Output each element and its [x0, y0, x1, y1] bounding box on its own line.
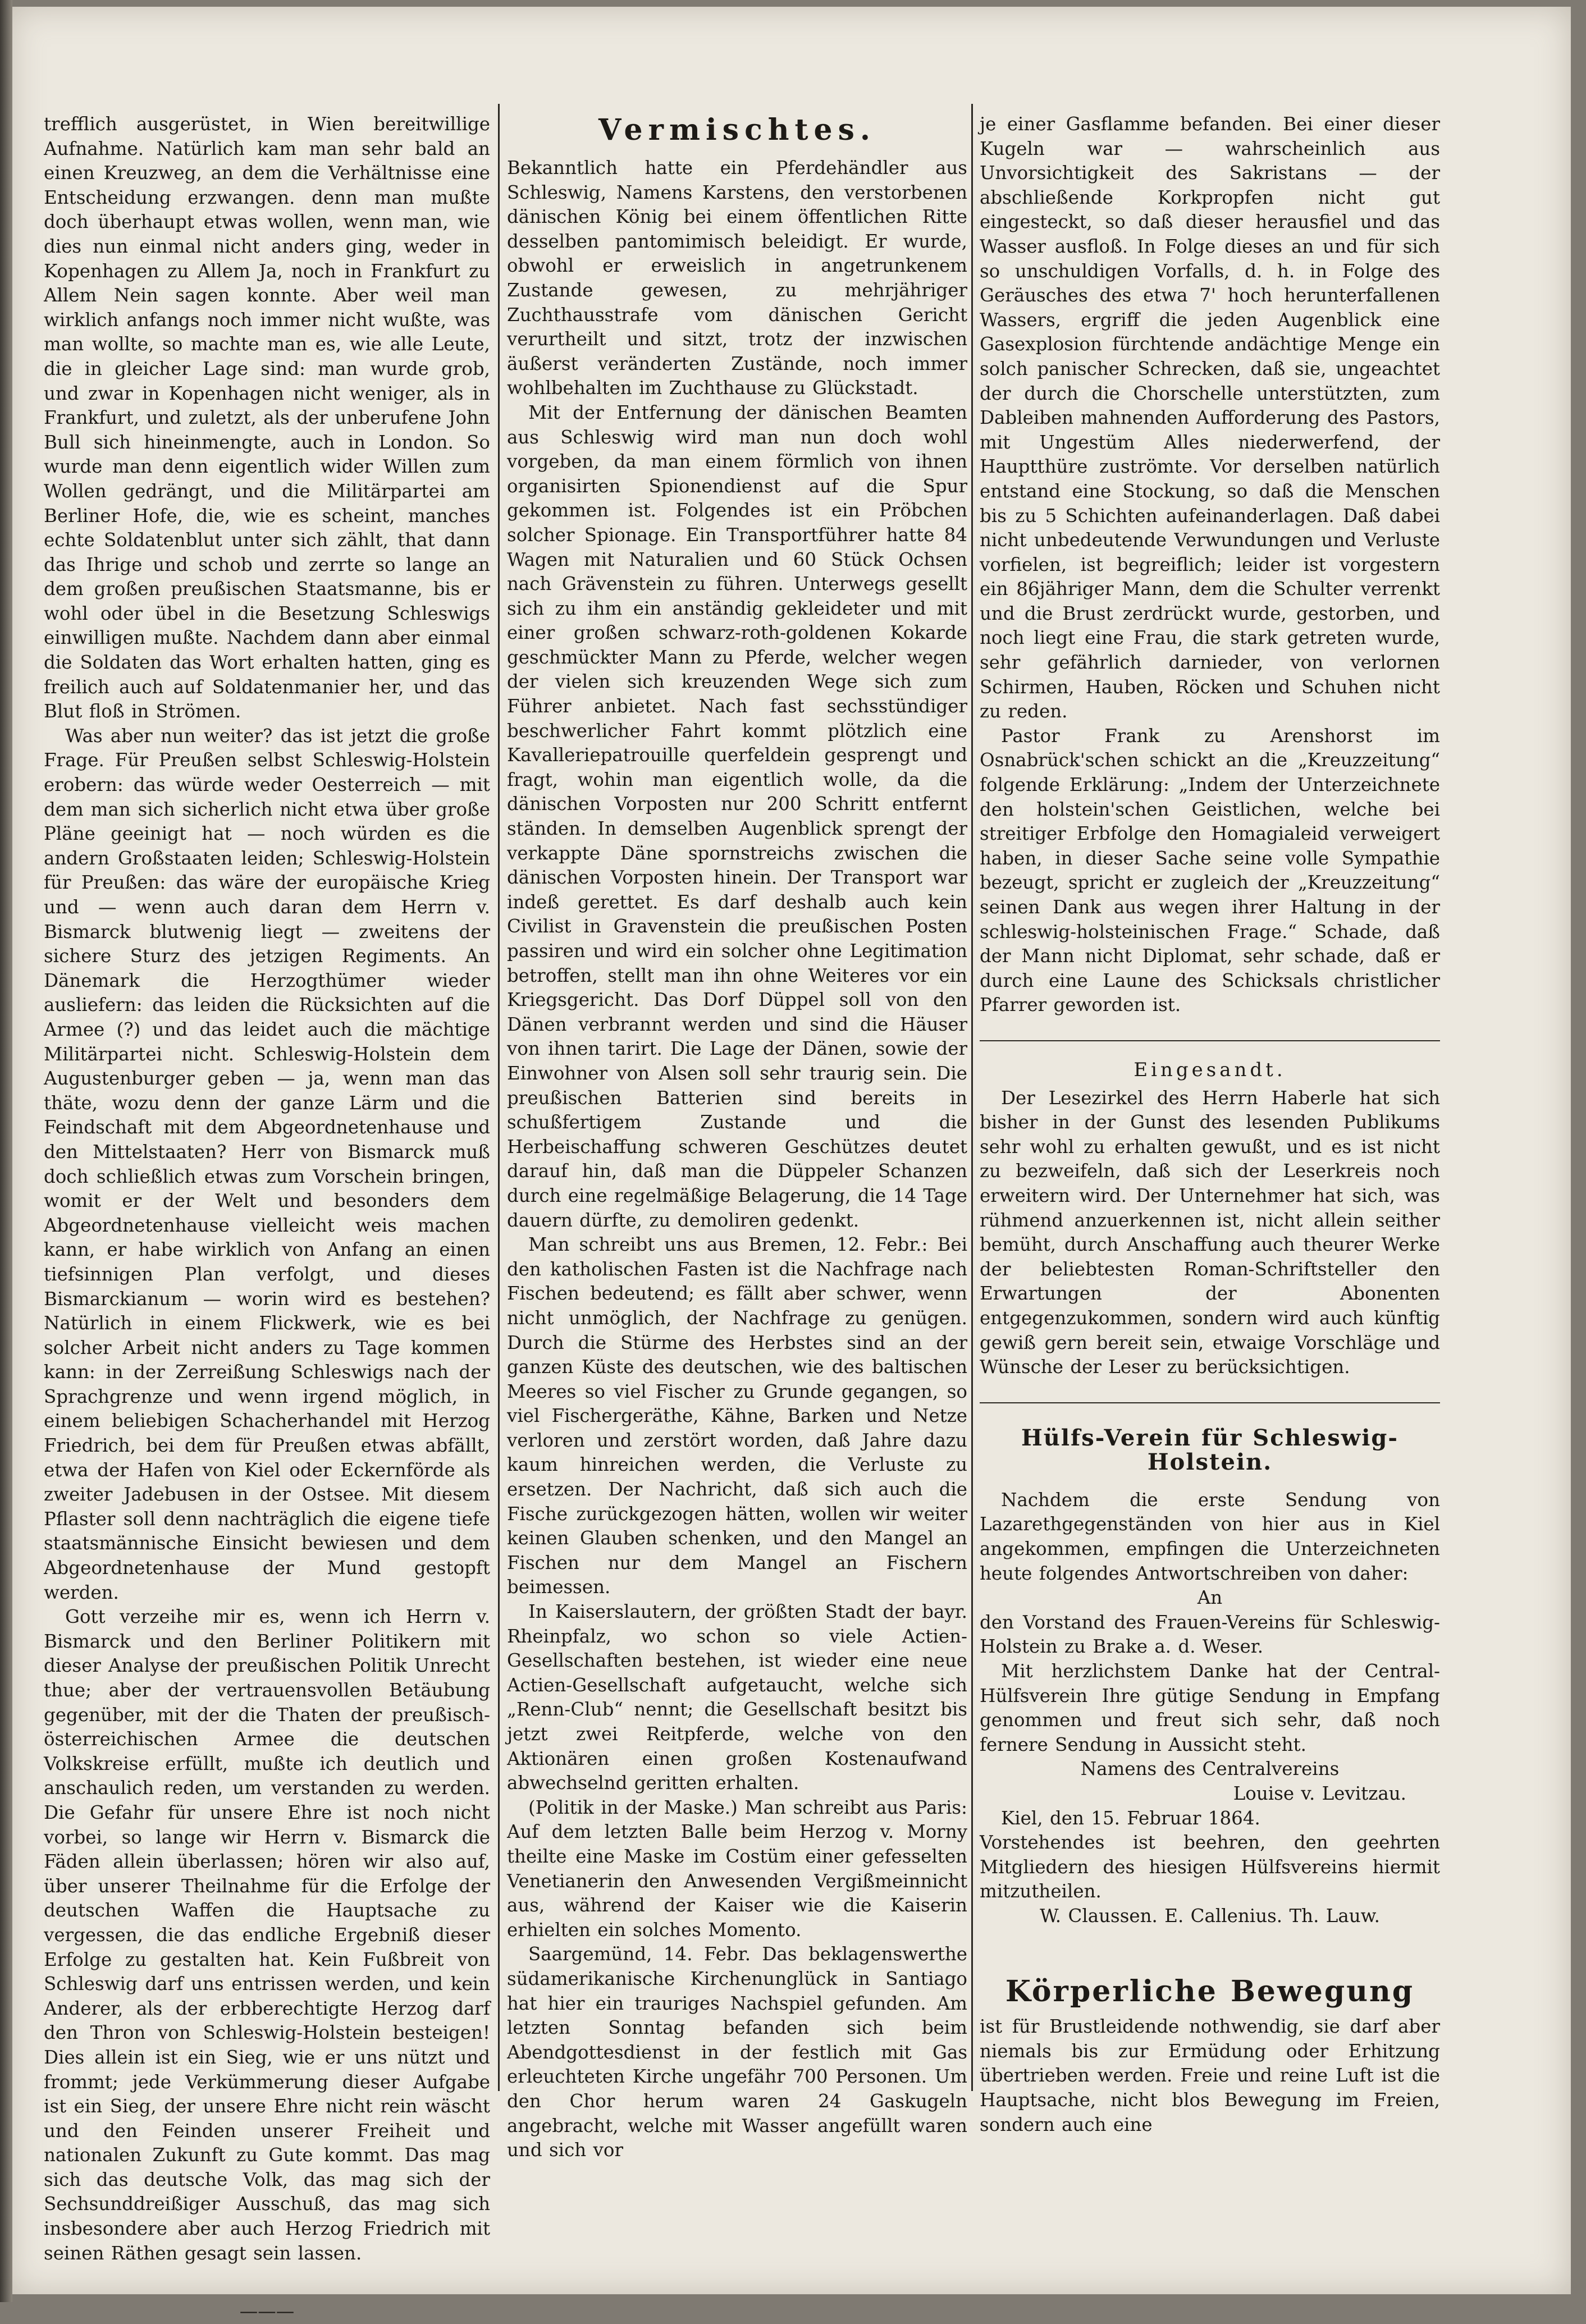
huelfs-closing: Vorstehendes ist beehren, den geehrten Mitgliedern des hiesigen Hülfsvereins hiermit mitzutheilen.	[980, 1832, 1440, 1902]
eingesandt-heading: Eingesandt.	[1133, 1058, 1286, 1081]
binding-edge	[0, 0, 12, 2302]
col2-paragraph-6: Saargemünd, 14. Febr. Das beklagenswerthe südamerikanische Kirchenunglück in Santiago hat hier ein trauriges Nachspiel gefunden. Am letzten Sonntag befanden sich beim Abendgottesdienst in der festlich mit Gas erleuchteten Kirche ungefähr 700 Personen. Um den Chor herum waren 24 Gaskugeln angebracht, welche mit Wasser angefüllt waren und sich vor	[507, 1943, 967, 2161]
huelfs-names: W. Claussen. E. Callenius. Th. Lauw.	[1040, 1905, 1380, 1927]
vermischtes-heading: Vermischtes.	[598, 113, 876, 147]
col1-end-mark: ———	[239, 2300, 295, 2322]
huelfs-signature-1: Namens des Centralvereins	[1080, 1758, 1340, 1780]
col2-paragraph-3: Man schreibt uns aus Bremen, 12. Febr.: Bei den katholischen Fasten ist die Nachfrage nach Fischen bedeutend; es fällt aber schwer, wenn nicht unmöglich, der Nachfrage zu genügen. Durch die Stürme des Herbstes sind an der ganzen Küste des deutschen, wie des baltischen Meeres so viel Fischer zu Grunde gegangen, so viel Fischergeräthe, Kähne, Barken und Netze verloren und zerstört worden, daß Jahre dazu kaum hinreichen werden, die Verluste zu ersetzen. Der Nachricht, daß sich auch die Fische zurückgezogen hätten, wollen wir weiter keinen Glauben schenken, und den Mangel an Fischen nur dem Mangel an Fischern beimessen.	[507, 1234, 967, 1598]
col1-paragraph-1: trefflich ausgerüstet, in Wien bereitwillige Aufnahme. Natürlich kam man sehr bald an einen Kreuzweg, an dem die Verhältnisse eine Entscheidung erzwangen. denn man mußte doch überhaupt etwas wollen, wenn man, wie dies nun einmal nicht anders ging, weder in Kopenhagen zu Allem Ja, noch in Frankfurt zu Allem Nein sagen konnte. Aber weil man wirklich anfangs noch immer nicht wußte, was man wollte, so machte man es, wie alle Leute, die in gleicher Lage sind: man wurde grob, und zwar in Kopenhagen nicht weniger, als in Frankfurt, und zuletzt, als der unberufene John Bull sich hineinmengte, auch in London. So wurde man denn eigentlich wider Willen zum Wollen gedrängt, und die Militärpartei am Berliner Hofe, die, wie es scheint, manches echte Soldatenblut unter sich zählt, that dann das Ihrige und schob und zerrte so lange an dem großen preußischen Staatsmanne, bis er wohl oder übel in die Besetzung Schleswigs einwilligen mußte. Nachdem dann aber einmal die Soldaten das Wort erhalten hatten, ging es freilich auch auf Soldatenmanier her, und das Blut floß in Strömen.	[44, 113, 490, 722]
col2-paragraph-1: Bekanntlich hatte ein Pferdehändler aus Schleswig, Namens Karstens, den verstorbenen dänischen König bei einem öffentlichen Ritte desselben pantomimisch beleidigt. Er wurde, obwohl er erweislich in angetrunkenem Zustande gewesen, zu mehrjähriger Zuchthausstrafe vom dänischen Gericht verurtheilt und sitzt, trotz der inzwischen äußerst veränderten Zustände, noch immer wohlbehalten im Zuchthause zu Glückstadt.	[507, 157, 967, 399]
column-2	[507, 112, 967, 2163]
column-3	[980, 112, 1440, 2137]
column-1	[44, 112, 490, 2324]
huelfs-letter: Mit herzlichstem Danke hat der Central-Hülfsverein Ihre gütige Sendung in Empfang genommen und freut sich sehr, daß noch fernere Sendung in Aussicht steht.	[980, 1660, 1440, 1755]
huelfs-address: den Vorstand des Frauen-Vereins für Schleswig-Holstein zu Brake a. d. Weser.	[980, 1611, 1440, 1658]
col2-paragraph-4: In Kaiserslautern, der größten Stadt der bayr. Rheinpfalz, wo schon so viele Actien-Gesellschaften bestehen, ist wieder eine neue Actien-Gesellschaft aufgetaucht, welche sich „Renn-Club“ nennt; die Gesellschaft besitzt bis jetzt zwei Reitpferde, welche von den Aktionären einen großen Kostenaufwand abwechselnd geritten erhalten.	[507, 1601, 967, 1794]
section-divider-1	[980, 1040, 1440, 1041]
koerper-paragraph: ist für Brustleidende nothwendig, sie darf aber niemals bis zur Ermüdung oder Erhitzung übertrieben werden. Freie und reine Luft ist die Hauptsache, nicht blos Bewegung im Freien, sondern auch eine	[980, 2016, 1440, 2135]
huelfs-an: An	[1197, 1587, 1223, 1609]
huelfs-date: Kiel, den 15. Februar 1864.	[1001, 1807, 1260, 1829]
col2-paragraph-2: Mit der Entfernung der dänischen Beamten aus Schleswig wird man nun doch wohl vorgeben, da man einem förmlich von ihnen organisirten Spionendienst auf die Spur gekommen ist. Folgendes ist ein Pröbchen solcher Spionage. Ein Transportführer hatte 84 Wagen mit Naturalien und 60 Stück Ochsen nach Grävenstein zu führen. Unterwegs gesellt sich zu ihm ein anständig gekleideter und mit einer großen schwarz-roth-goldenen Kokarde geschmückter Mann zu Pferde, welcher wegen der vielen sich kreuzenden Wege sich zum Führer anbietet. Nach fast sechsstündiger beschwerlicher Fahrt kommt plötzlich eine Kavalleriepatrouille querfeldein gesprengt und fragt, wohin man eigentlich wolle, da die dänischen Vorposten nur 200 Schritt entfernt ständen. In demselben Augenblick sprengt der verkappte Däne spornstreichs zwischen die dänischen Vorposten hinein. Der Transport war indeß gerettet. Es darf deshalb auch kein Civilist in Gravenstein die preußischen Posten passiren und wird ein solcher ohne Legitimation betroffen, stellt man ihn ohne Weiteres vor ein Kriegsgericht. Das Dorf Düppel soll von den Dänen verbrannt werden und sind die Häuser von ihnen tarirt. Die Lage der Dänen, sowie der Einwohner von Alsen soll sehr traurig sein. Die preußischen Batterien sind bereits in schußfertigem Zustande und die Herbeischaffung schweren Geschützes deutet darauf hin, daß man die Düppeler Schanzen durch eine regelmäßige Belagerung, die 14 Tage dauern dürfte, zu demoliren gedenkt.	[507, 401, 967, 1231]
column-rule-1	[498, 104, 500, 2091]
section-divider-2	[980, 1402, 1440, 1403]
col3-paragraph-2: Pastor Frank zu Arenshorst im Osnabrück'schen schickt an die „Kreuzzeitung“ folgende Erklärung: „Indem der Unterzeichnete den holstein'schen Geistlichen, welche bei streitiger Erbfolge den Homagialeid verweigert haben, in dieser Sache seine volle Sympathie bezeugt, spricht er zugleich der „Kreuzzeitung“ seinen Dank aus wegen ihrer Haltung in der schleswig-holsteinischen Frage.“ Schade, daß der Mann nicht Diplomat, sehr schade, daß er durch eine Laune des Schicksals christlicher Pfarrer geworden ist.	[980, 725, 1440, 1016]
huelfs-signature-2: Louise v. Levitzau.	[1233, 1783, 1406, 1804]
col1-paragraph-3: Gott verzeihe mir es, wenn ich Herrn v. Bismarck und den Berliner Politikern mit dieser Analyse der preußischen Politik Unrecht thue; aber der vertrauensvollen Betäubung gegenüber, mit der die Thaten der preußisch-österreichischen Armee die deutschen Volkskreise erfüllt, mußte ich deutlich und anschaulich reden, um verstanden zu werden. Die Gefahr für unsere Ehre ist noch nicht vorbei, so lange wir Herrn v. Bismarck die Fäden allein überlassen; hören wir also auf, über unserer Theilnahme für die Erfolge der deutschen Waffen die Hauptsache zu vergessen, die das endliche Ergebniß dieser Erfolge zu gestalten hat. Kein Fußbreit von Schleswig darf uns entrissen werden, und kein Anderer, als der erbberechtigte Herzog darf den Thron von Schleswig-Holstein besteigen! Dies allein ist ein Sieg, wie er uns nützt und frommt; jede Verkümmerung dieser Aufgabe ist ein Sieg, der unsere Ehre nicht rein wäscht und den Feinden unserer Freiheit und nationalen Zukunft zu Gute kommt. Das mag sich das deutsche Volk, das mag sich der Sechsunddreißiger Ausschuß, das mag sich insbesondere aber auch Herzog Friedrich mit seinen Räthen gesagt sein lassen.	[44, 1606, 490, 2264]
col2-paragraph-5: (Politik in der Maske.) Man schreibt aus Paris: Auf dem letzten Balle beim Herzog v. Morny theilte eine Maske im Costüm einer gefesselten Venetianerin den Anwesenden Vergißmeinnicht aus, während der Kaiser wie die Kaiserin erhielten ein solches Momento.	[507, 1796, 967, 1941]
koerperliche-bewegung-heading: Körperliche Bewegung	[1005, 1974, 1415, 2009]
huelfs-intro: Nachdem die erste Sendung von Lazarethgegenständen von hier aus in Kiel angekommen, empfingen die Unterzeichneten heute folgendes Antwortschreiben von daher:	[980, 1489, 1440, 1584]
col3-paragraph-1: je einer Gasflamme befanden. Bei einer dieser Kugeln war — wahrscheinlich aus Unvorsichtigkeit des Sakristans — der abschließende Korkpropfen nicht gut eingesteckt, so daß dieser herausfiel und das Wasser ausfloß. In Folge dieses an und für sich so unschuldigen Vorfalls, d. h. in Folge des Geräusches des etwa 7' hoch herunterfallenen Wassers, ergriff die jeden Augenblick eine Gasexplosion fürchtende andächtige Menge ein solch panischer Schrecken, daß sie, ungeachtet der durch die Chorschelle unterstützten, zum Dableiben mahnenden Aufforderung des Pastors, mit Ungestüm Alles niederwerfend, der Hauptthüre zuströmte. Vor derselben natürlich entstand eine Stockung, so daß die Menschen bis zu 5 Schichten aufeinanderlagen. Daß dabei nicht unbedeutende Verwundungen und Verluste vorfielen, ist begreiflich; leider ist vorgestern ein 86jähriger Mann, dem die Schulter verrenkt und die Brust zerdrückt wurde, gestorben, und noch liegt eine Frau, die stark getreten wurde, sehr gefährlich darnieder, von verlornen Schirmen, Hauben, Röcken und Schuhen nicht zu reden.	[980, 113, 1440, 722]
huelfs-verein-heading: Hülfs-Verein für Schleswig-Holstein.	[1021, 1424, 1398, 1476]
col1-paragraph-2: Was aber nun weiter? das ist jetzt die große Frage. Für Preußen selbst Schleswig-Holstein erobern: das würde weder Oesterreich — mit dem man sich sicherlich nicht etwa über große Pläne geeinigt hat — noch würden es die andern Großstaaten leiden; Schleswig-Holstein für Preußen: das wäre der europäische Krieg und — wenn auch daran dem Herrn v. Bismarck blutwenig liegt — zweitens der sichere Sturz des jetzigen Regiments. An Dänemark die Herzogthümer wieder ausliefern: das leiden die Rücksichten auf die Armee (?) und das leidet auch die mächtige Militärpartei nicht. Schleswig-Holstein dem Augustenburger geben — ja, wenn man das thäte, wozu denn der ganze Lärm und die Feindschaft mit dem Abgeordnetenhause und den Mittelstaaten? Herr von Bismarck muß doch schließlich etwas zum Vorschein bringen, womit er der Welt und besonders dem Abgeordnetenhause vielleicht weis machen kann, er habe wirklich von Anfang an einen tiefsinnigen Plan verfolgt, und dieses Bismarckianum — worin wird es bestehen? Natürlich in einem Flickwerk, wie es bei solcher Arbeit nicht anders zu Tage kommen kann: in der Zerreißung Schleswigs nach der Sprachgrenze und wenn irgend möglich, in einem beliebigen Schacherhandel mit Herzog Friedrich, bei dem für Preußen etwas abfällt, etwa der Hafen von Kiel oder Eckernförde als zweiter Jadebusen in der Ostsee. Mit diesem Pflaster soll denn nachträglich die eigene tiefe staatsmännische Einsicht bewiesen und dem Abgeordnetenhause der Mund gestopft werden.	[44, 725, 490, 1603]
eingesandt-paragraph: Der Lesezirkel des Herrn Haberle hat sich bisher in der Gunst des lesenden Publikums sehr wohl zu erhalten gewußt, und es ist nicht zu bezweifeln, daß sich der Leserkreis noch erweitern wird. Der Unternehmer hat sich, was rühmend anzuerkennen ist, nicht allein seither bemüht, durch Anschaffung auch theurer Werke der beliebtesten Roman-Schriftsteller den Erwartungen der Abonenten entgegenzukommen, sondern wird auch künftig gewiß gern bereit sein, etwaige Vorschläge und Wünsche der Leser zu berücksichtigen.	[980, 1087, 1440, 1378]
column-rule-2	[971, 104, 973, 2091]
